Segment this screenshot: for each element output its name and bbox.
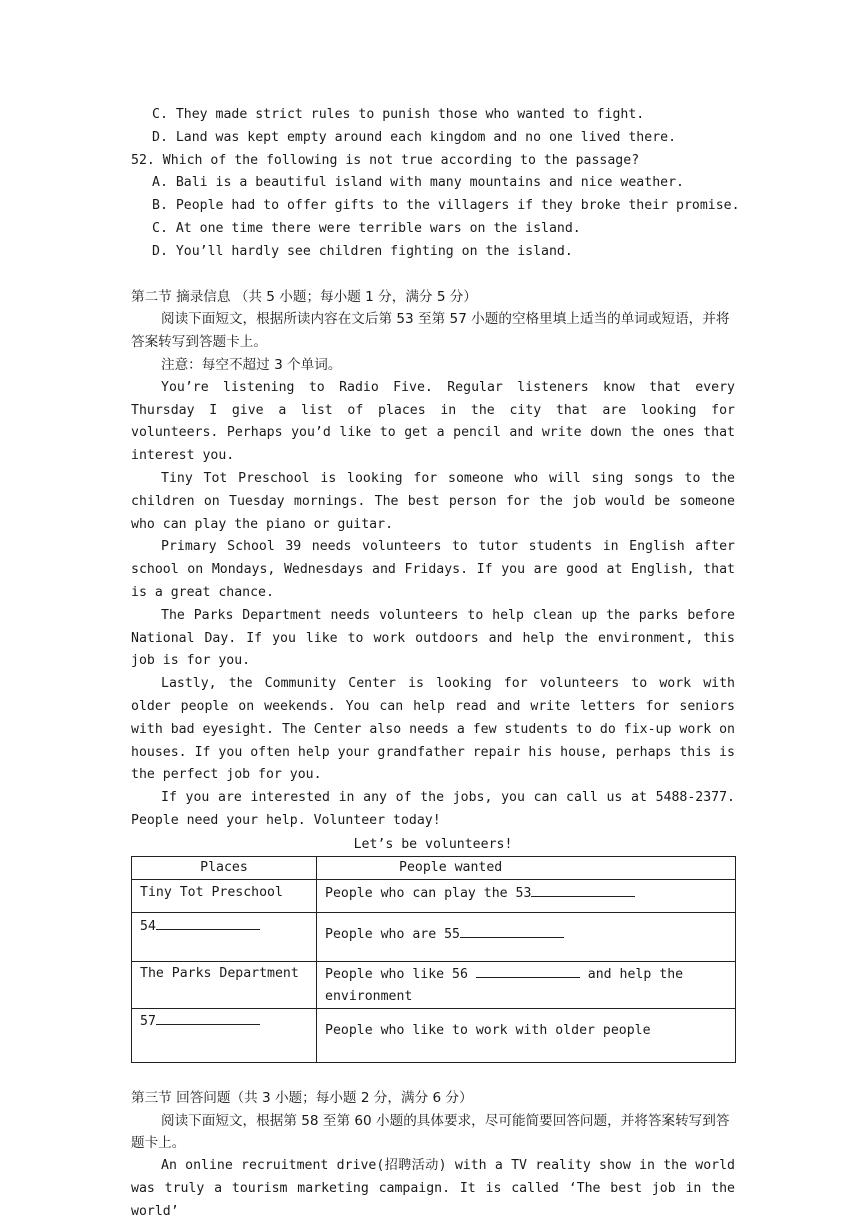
wanted-cell <box>317 912 736 961</box>
place-text: 57 <box>140 1013 156 1029</box>
answer-blank-56[interactable] <box>476 963 580 978</box>
section2-heading: 第二节 摘录信息 （共 5 小题；每小题 1 分，满分 5 分） <box>131 288 477 305</box>
place-cell <box>132 1008 317 1062</box>
section3-instruction: 阅读下面短文，根据第 58 至第 60 小题的具体要求，尽可能简要回答问题，并将答案转写到答题卡上。 <box>131 1112 730 1152</box>
wanted-text: People who can play the 53 <box>325 885 532 901</box>
passage-paragraph-3: Primary School 39 needs volunteers to tutor students in English after school on Mondays, Wednesdays and Fridays. If you are good at English, that is a great chance. <box>131 539 735 600</box>
section2-note: 注意：每空不超过 3 个单词。 <box>161 356 342 373</box>
answer-blank-53[interactable] <box>531 882 635 897</box>
answer-blank-54[interactable] <box>156 915 260 930</box>
q52-option-d: D. You’ll hardly see children fighting on the island. <box>152 243 573 259</box>
q52-option-c: C. At one time there were terrible wars on the island. <box>152 220 581 236</box>
q52-stem: 52. Which of the following is not true according to the passage? <box>131 152 640 168</box>
place-text: The Parks Department <box>140 965 299 981</box>
header-people-wanted: People wanted <box>317 856 736 879</box>
q51-option-d: D. Land was kept empty around each kingdom and no one lived there. <box>152 129 677 145</box>
wanted-cell <box>317 961 736 1008</box>
place-text: 54 <box>140 918 156 934</box>
q52-option-b: B. People had to offer gifts to the villagers if they broke their promise. <box>152 198 740 214</box>
place-cell <box>132 961 317 1008</box>
table-caption: Let’s be volunteers! <box>353 836 513 852</box>
exam-page <box>131 104 740 1223</box>
section3-paragraph: An online recruitment drive(招聘活动) with a TV reality show in the world was truly a tourism marketing campaign. It is called ‘The best job in the world’ <box>131 1158 735 1219</box>
wanted-cell <box>317 879 736 912</box>
wanted-text: People who like 56 <box>325 966 476 982</box>
place-text: Tiny Tot Preschool <box>140 884 283 900</box>
table-header-row <box>132 856 736 879</box>
answer-blank-55[interactable] <box>460 923 564 938</box>
table-row <box>132 1008 736 1062</box>
section2-instruction: 阅读下面短文，根据所读内容在文后第 53 至第 57 小题的空格里填上适当的单词或短语，并将答案转写到答题卡上。 <box>131 311 730 351</box>
table-row <box>132 879 736 912</box>
passage-paragraph-4: The Parks Department needs volunteers to help clean up the parks before National Day. If you like to work outdoors and help the environment, this job is for you. <box>131 607 735 669</box>
answer-blank-57[interactable] <box>156 1010 260 1025</box>
passage-paragraph-1: You’re listening to Radio Five. Regular listeners know that every Thursday I give a list of places in the city that are looking for volunteers. Perhaps you’d like to get a pencil and write down the ones that interest you. <box>131 379 735 464</box>
wanted-cell <box>317 1008 736 1062</box>
passage-paragraph-2: Tiny Tot Preschool is looking for someone who will sing songs to the children on Tuesday mornings. The best person for the job would be someone who can play the piano or guitar. <box>131 470 735 532</box>
section3-heading: 第三节 回答问题（共 3 小题；每小题 2 分，满分 6 分） <box>131 1089 473 1106</box>
table-row <box>132 912 736 961</box>
q51-option-c: C. They made strict rules to punish those who wanted to fight. <box>152 107 645 122</box>
wanted-suffix: and help the environment <box>325 966 684 1004</box>
place-cell <box>132 912 317 961</box>
table-row <box>132 961 736 1008</box>
place-cell <box>132 879 317 912</box>
q52-option-a: A. Bali is a beautiful island with many mountains and nice weather. <box>152 175 684 191</box>
volunteer-table <box>131 856 736 1063</box>
wanted-text: People who like to work with older people <box>325 1022 651 1038</box>
wanted-text: People who are 55 <box>325 926 460 942</box>
header-places: Places <box>132 856 317 879</box>
passage-paragraph-5: Lastly, the Community Center is looking for volunteers to work with older people on weekends. You can help read and write letters for seniors with bad eyesight. The Center also needs a few students to do fix-up work on houses. If you often help your grandfather repair his house, perhaps this is the perfect job for you. <box>131 676 735 783</box>
passage-paragraph-6: If you are interested in any of the jobs, you can call us at 5488-2377. People need your help. Volunteer today! <box>131 790 735 828</box>
